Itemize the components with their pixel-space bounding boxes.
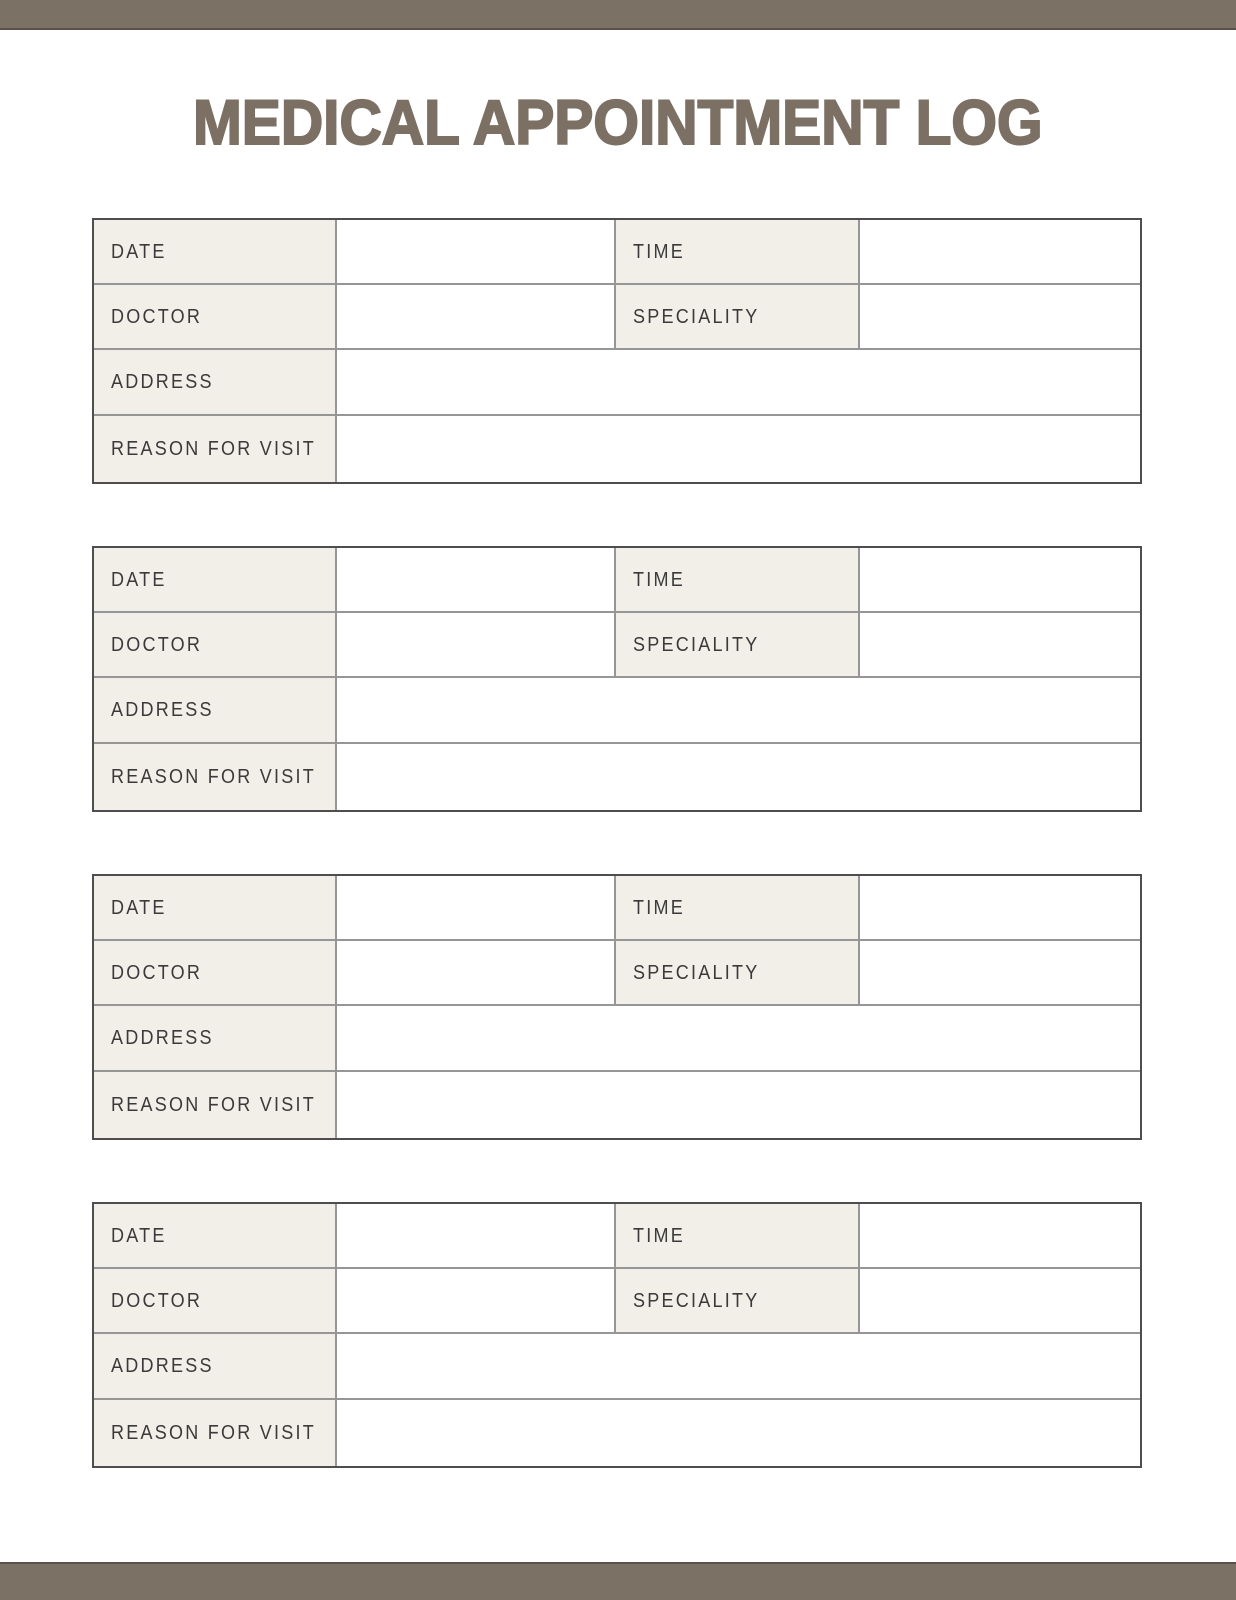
date-label-cell	[94, 1204, 337, 1269]
reason-label-cell	[94, 416, 337, 482]
bottom-bar	[0, 1562, 1236, 1600]
date-value-cell[interactable]	[337, 1204, 616, 1269]
time-label-cell	[616, 220, 860, 285]
speciality-value-cell[interactable]	[860, 613, 1140, 678]
time-value-cell[interactable]	[860, 1204, 1140, 1269]
time-label-cell	[616, 876, 860, 941]
doctor-value-cell[interactable]	[337, 1269, 616, 1334]
doctor-value-cell[interactable]	[337, 285, 616, 350]
date-label-cell	[94, 220, 337, 285]
address-label-cell	[94, 678, 337, 744]
date-label: DATE	[111, 240, 167, 263]
appointment-entry-4	[92, 1202, 1142, 1468]
reason-value-cell[interactable]	[337, 1400, 1140, 1466]
date-value-cell[interactable]	[337, 220, 616, 285]
reason-label: REASON FOR VISIT	[111, 1094, 317, 1116]
speciality-label: SPECIALITY	[633, 1289, 760, 1312]
time-value-cell[interactable]	[860, 876, 1140, 941]
reason-label-cell	[94, 744, 337, 810]
doctor-label: DOCTOR	[111, 1289, 203, 1312]
address-label: ADDRESS	[111, 699, 214, 721]
time-label: TIME	[633, 240, 686, 263]
address-label: ADDRESS	[111, 371, 214, 393]
address-label: ADDRESS	[111, 1027, 214, 1049]
doctor-value-cell[interactable]	[337, 613, 616, 678]
speciality-value-cell[interactable]	[860, 941, 1140, 1006]
page-title-row	[0, 90, 1236, 156]
date-label-cell	[94, 548, 337, 613]
address-label-cell	[94, 1334, 337, 1400]
appointment-entry-3	[92, 874, 1142, 1140]
address-label-cell	[94, 350, 337, 416]
reason-label-cell	[94, 1072, 337, 1138]
doctor-label: DOCTOR	[111, 305, 203, 328]
time-value-cell[interactable]	[860, 548, 1140, 613]
time-label-cell	[616, 1204, 860, 1269]
doctor-label-cell	[94, 613, 337, 678]
doctor-label-cell	[94, 1269, 337, 1334]
time-label: TIME	[633, 896, 686, 919]
time-label: TIME	[633, 568, 686, 591]
doctor-label-cell	[94, 941, 337, 1006]
speciality-label-cell	[616, 941, 860, 1006]
address-value-cell[interactable]	[337, 678, 1140, 744]
doctor-value-cell[interactable]	[337, 941, 616, 1006]
date-label: DATE	[111, 568, 167, 591]
doctor-label: DOCTOR	[111, 961, 203, 984]
doctor-label-cell	[94, 285, 337, 350]
reason-value-cell[interactable]	[337, 416, 1140, 482]
appointment-entry-2	[92, 546, 1142, 812]
appointment-entry-1	[92, 218, 1142, 484]
appointment-log-entries	[92, 218, 1142, 1468]
speciality-label: SPECIALITY	[633, 305, 760, 328]
page-title: MEDICAL APPOINTMENT LOG	[193, 88, 1043, 158]
reason-label: REASON FOR VISIT	[111, 1422, 317, 1444]
date-label: DATE	[111, 896, 167, 919]
speciality-label: SPECIALITY	[633, 961, 760, 984]
address-value-cell[interactable]	[337, 350, 1140, 416]
reason-label-cell	[94, 1400, 337, 1466]
time-label: TIME	[633, 1224, 686, 1247]
speciality-label-cell	[616, 285, 860, 350]
date-value-cell[interactable]	[337, 876, 616, 941]
date-label: DATE	[111, 1224, 167, 1247]
time-label-cell	[616, 548, 860, 613]
reason-label: REASON FOR VISIT	[111, 766, 317, 788]
address-label: ADDRESS	[111, 1355, 214, 1377]
speciality-label: SPECIALITY	[633, 633, 760, 656]
speciality-label-cell	[616, 613, 860, 678]
address-label-cell	[94, 1006, 337, 1072]
top-bar	[0, 0, 1236, 30]
address-value-cell[interactable]	[337, 1006, 1140, 1072]
reason-value-cell[interactable]	[337, 1072, 1140, 1138]
doctor-label: DOCTOR	[111, 633, 203, 656]
reason-value-cell[interactable]	[337, 744, 1140, 810]
speciality-label-cell	[616, 1269, 860, 1334]
reason-label: REASON FOR VISIT	[111, 438, 317, 460]
address-value-cell[interactable]	[337, 1334, 1140, 1400]
date-label-cell	[94, 876, 337, 941]
speciality-value-cell[interactable]	[860, 285, 1140, 350]
time-value-cell[interactable]	[860, 220, 1140, 285]
speciality-value-cell[interactable]	[860, 1269, 1140, 1334]
date-value-cell[interactable]	[337, 548, 616, 613]
